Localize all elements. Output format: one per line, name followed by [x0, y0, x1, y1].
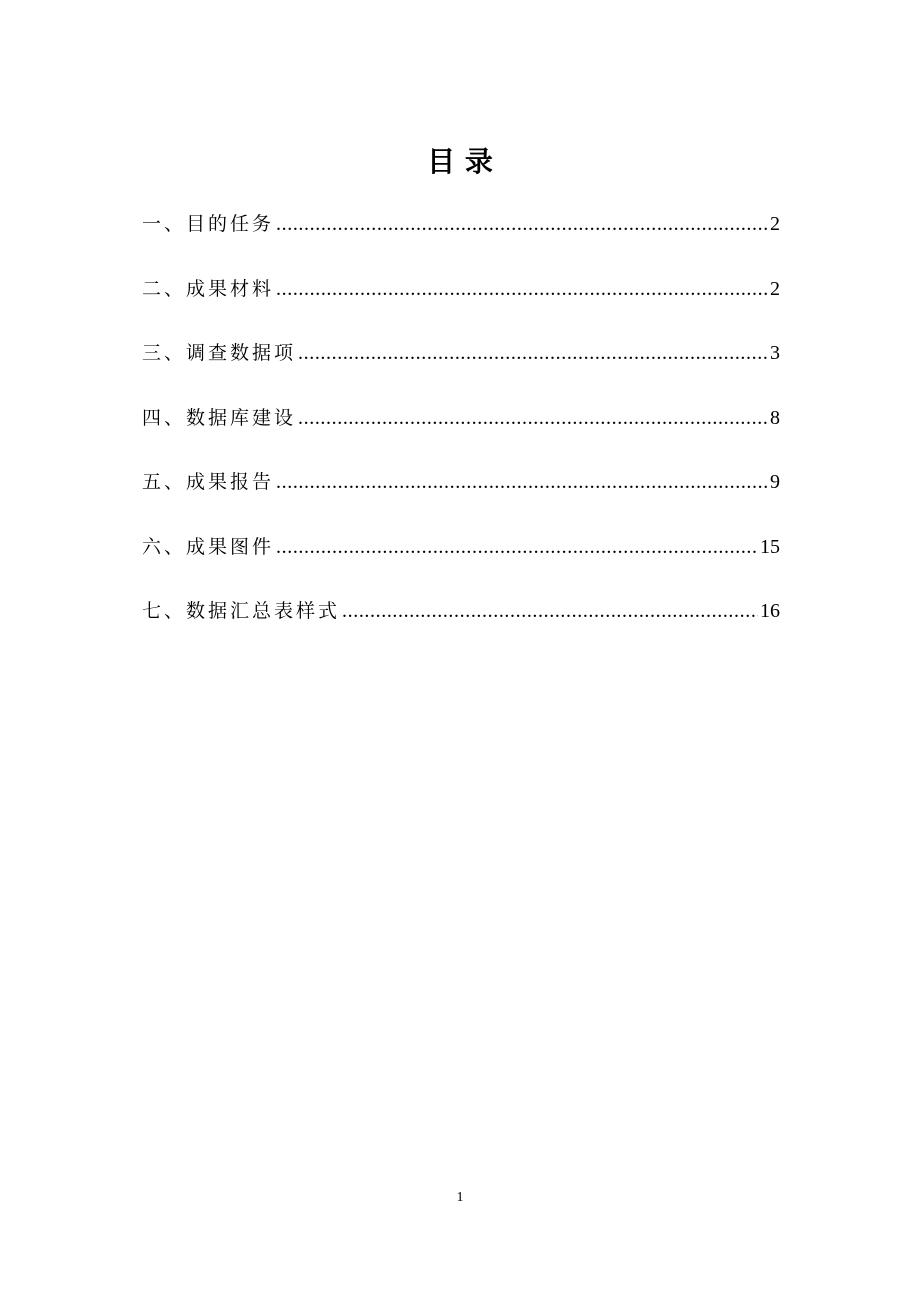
- toc-dot-leader: [276, 270, 768, 308]
- toc-entry[interactable]: [142, 463, 780, 528]
- toc-entry[interactable]: [142, 205, 780, 270]
- toc-entry[interactable]: [142, 528, 780, 593]
- toc-entry-label: 五、成果报告: [142, 471, 275, 493]
- toc-dot-leader: [298, 399, 768, 437]
- table-of-contents: [142, 205, 780, 657]
- toc-dot-leader: [276, 463, 768, 501]
- toc-dot-leader: [298, 334, 768, 372]
- toc-dot-leader: [276, 205, 768, 243]
- toc-entry-page: 8: [770, 406, 780, 429]
- toc-entry-label: 一、目的任务: [142, 213, 275, 235]
- page-title: 目 录: [427, 145, 493, 178]
- toc-entry-label: 六、成果图件: [142, 535, 275, 558]
- toc-dot-leader: [276, 528, 758, 566]
- toc-entry-page: 16: [760, 600, 780, 622]
- toc-entry-label: 三、调查数据项: [142, 342, 297, 364]
- page-number: 1: [456, 1190, 464, 1205]
- toc-entry[interactable]: [142, 592, 780, 657]
- toc-entry-page: 15: [760, 535, 780, 558]
- toc-entry-page: 2: [770, 213, 780, 235]
- toc-entry-label: 七、数据汇总表样式: [142, 600, 341, 622]
- toc-entry-page: 3: [770, 342, 780, 364]
- toc-dot-leader: [342, 592, 758, 630]
- toc-entry-page: 9: [770, 471, 780, 493]
- toc-entry[interactable]: [142, 399, 780, 464]
- toc-entry[interactable]: [142, 270, 780, 335]
- toc-entry-page: 2: [770, 277, 780, 300]
- toc-entry[interactable]: [142, 334, 780, 399]
- toc-entry-label: 四、数据库建设: [142, 406, 297, 429]
- toc-entry-label: 二、成果材料: [142, 277, 275, 300]
